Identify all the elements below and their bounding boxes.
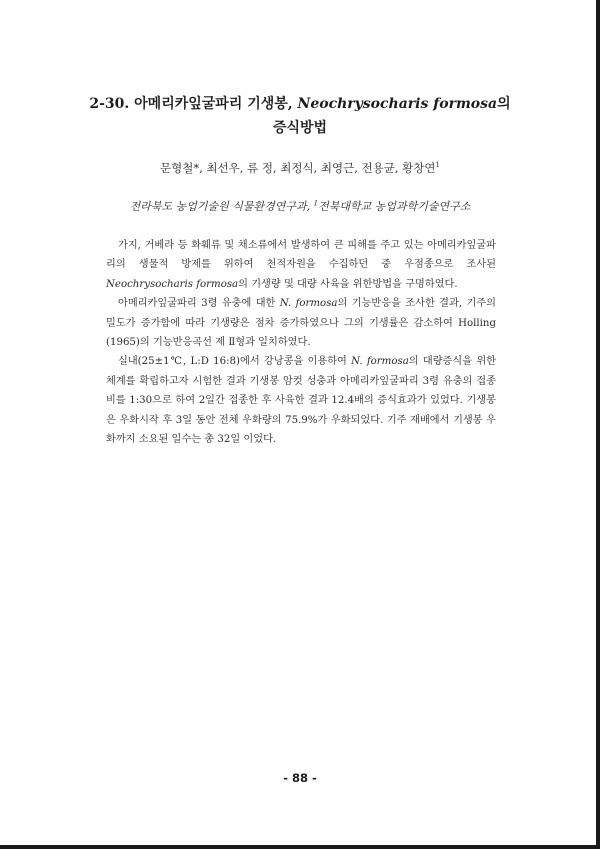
affiliation-line [40, 198, 560, 214]
p2-text-a: 아메리카잎굴파리 3령 유충에 대한 [118, 298, 280, 310]
p1-text-b: 의 기생량 및 대량 사육을 위한방법을 구명하였다. [238, 278, 458, 290]
p2-text-b: 의 기능반응을 조사한 결과, 기주의 밀도가 증가함에 따라 기생량은 점차 증가하였으나 그의 기생률은 감소하여 Holling (1965)의 기능반응곡선 제 Ⅱ형과 일치하였다. [106, 298, 497, 349]
page-number: - 88 - [283, 771, 317, 785]
authors-superscript: 1 [435, 161, 440, 170]
affiliation-superscript: 1 [313, 199, 319, 208]
affiliation-primary: 전라북도 농업기술원 식물환경연구과, [129, 200, 314, 213]
paper-title [40, 92, 560, 140]
page-edge-bottom [0, 845, 600, 849]
author-list [40, 160, 560, 176]
p3-species-name: N. formosa [351, 356, 409, 368]
p2-species-name: N. formosa [279, 298, 338, 310]
title-text-line2: 증식방법 [272, 120, 328, 136]
p3-text-a: 실내(25±1℃, L:D 16:8)에서 강낭콩을 이용하여 [118, 356, 352, 368]
p1-species-name: Neochrysocharis formosa [106, 278, 239, 290]
p3-text-b: 의 대량증식을 위한 체계를 확립하고자 시험한 결과 기생봉 암컷 성충과 아메리카잎굴파리 3령 유충의 접종비를 1:30으로 하여 2일간 접종한 후 사육한 결과 12.4배의 증식효과가 있었다. 기생봉은 우화시작 후 3일 동안 전체 우화량의 75.9%가 우화되었다. 기주 재배에서 기생봉 우화까지 소요된 일수는 총 32일 이었다. [106, 356, 497, 446]
title-text-part1: 2-30. 아메리카잎굴파리 기생봉, [89, 96, 298, 112]
abstract-paragraph-3 [106, 352, 496, 449]
abstract-paragraph-2 [106, 294, 496, 352]
affiliation-secondary: 전북대학교 농업과학기술연구소 [318, 200, 471, 213]
title-species-name: Neochrysocharis formosa [297, 96, 498, 112]
abstract-body [106, 236, 496, 449]
abstract-paragraph-1 [106, 236, 496, 294]
title-text-suffix: 의 [497, 96, 511, 112]
page-edge-right [596, 0, 600, 849]
authors-text: 문형철*, 최선우, 류 정, 최정식, 최영근, 전용균, 황창연 [160, 161, 436, 175]
p1-text-a: 가지, 거베라 등 화훼류 및 채소류에서 발생하여 큰 피해를 주고 있는 아메리카잎굴파리의 생물적 방제를 위하여 천적자원을 수집하던 중 우점종으로 조사된 [106, 240, 496, 271]
